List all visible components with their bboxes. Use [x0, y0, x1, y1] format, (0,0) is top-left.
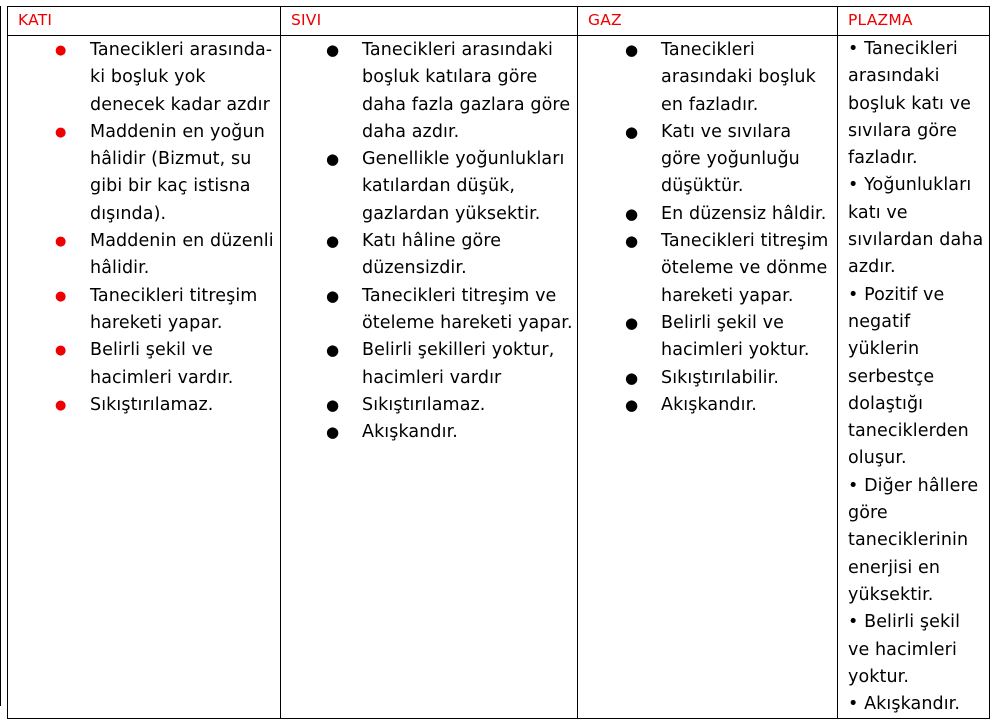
- list-item: [838, 282, 989, 473]
- bullet-icon: ●: [55, 234, 67, 250]
- bullet-icon: ●: [625, 122, 639, 141]
- bullet-icon: ●: [326, 341, 340, 360]
- list-item-text: Sıkıştırılamaz.: [362, 394, 486, 415]
- bullet-icon: ●: [55, 343, 67, 359]
- list-item-text: Katı hâline göre düzensizdir.: [362, 231, 502, 279]
- list-item-text: • Tanecikleri arasındaki boşluk katı ve sıvılara göre fazladır.: [848, 39, 971, 169]
- cell-sivi: [281, 36, 578, 719]
- list-item: [838, 473, 989, 609]
- list-item: [8, 119, 280, 228]
- header-gaz: GAZ: [578, 7, 838, 36]
- sivi-list: [281, 36, 577, 446]
- kati-list: [8, 36, 280, 419]
- list-item-text: Akışkandır.: [661, 394, 757, 415]
- list-item: [838, 172, 989, 281]
- list-item-text: Tanecikleri arasında- ki boşluk yok denecek kadar azdır: [90, 40, 273, 115]
- plazma-list: [838, 36, 989, 718]
- header-row: [8, 7, 990, 36]
- list-item-text: Sıkıştırılamaz.: [90, 394, 214, 415]
- list-item-text: Belirli şekilleri yoktur, hacimleri vardır: [362, 340, 555, 388]
- list-item-text: Tanecikleri titreşim öteleme ve dönme hareketi yapar.: [661, 231, 829, 306]
- list-item-text: Maddenin en yoğun hâlidir (Bizmut, su gibi bir kaç istisna dışında).: [90, 121, 265, 224]
- bullet-icon: ●: [55, 397, 67, 413]
- cell-plazma: [838, 36, 990, 719]
- bullet-icon: ●: [326, 423, 340, 442]
- list-item-text: Katı ve sıvılara göre yoğunluğu düşüktür.: [661, 121, 800, 197]
- list-item-text: En düzensiz hâldir.: [661, 203, 827, 224]
- list-item: [281, 419, 577, 446]
- cell-kati: [8, 36, 281, 719]
- list-item: [8, 37, 280, 119]
- header-sivi: SIVI: [281, 7, 578, 36]
- bullet-icon: ●: [326, 286, 340, 305]
- list-item-text: Tanecikleri arasındaki boşluk katılara göre daha fazla gazlara göre daha azdır.: [362, 40, 571, 142]
- header-kati: KATI: [8, 7, 281, 36]
- list-item: [578, 365, 837, 392]
- list-item: [578, 228, 837, 310]
- header-plazma: PLAZMA: [838, 7, 990, 36]
- list-item-text: Akışkandır.: [362, 422, 458, 443]
- list-item: [578, 119, 837, 201]
- bullet-icon: ●: [326, 41, 340, 59]
- bullet-icon: ●: [625, 313, 639, 332]
- list-item: [838, 609, 989, 691]
- bullet-icon: ●: [326, 150, 340, 169]
- list-item: [281, 228, 577, 283]
- list-item: [838, 691, 989, 718]
- bullet-icon: ●: [625, 232, 639, 251]
- list-item-text: Belirli şekil ve hacimleri vardır.: [90, 340, 234, 388]
- list-item-text: Tanecikleri titreşim ve öteleme hareketi yapar.: [362, 285, 573, 333]
- bullet-icon: ●: [326, 232, 340, 251]
- list-item: [578, 392, 837, 419]
- list-item: [281, 337, 577, 392]
- list-item-text: • Akışkandır.: [848, 694, 961, 715]
- list-item: [8, 283, 280, 338]
- list-item-text: Tanecikleri titreşim hareketi yapar.: [90, 285, 258, 333]
- gaz-list: [578, 36, 837, 419]
- bullet-icon: ●: [625, 204, 639, 223]
- list-item: [578, 310, 837, 365]
- list-item: [578, 37, 837, 119]
- list-item-text: • Belirli şekil ve hacimleri yoktur.: [848, 612, 961, 687]
- list-item: [8, 228, 280, 283]
- list-item-text: Sıkıştırılabilir.: [661, 367, 779, 388]
- list-item-text: Maddenin en düzenli hâlidir.: [90, 231, 274, 279]
- list-item-text: Tanecikleri arasındaki boşluk en fazladır.: [661, 40, 816, 115]
- list-item-text: Belirli şekil ve hacimleri yoktur.: [661, 312, 810, 361]
- list-item: [281, 392, 577, 419]
- list-item: [281, 283, 577, 338]
- list-item: [8, 337, 280, 392]
- cell-gaz: [578, 36, 838, 719]
- list-item: [578, 201, 837, 228]
- bullet-icon: ●: [55, 288, 67, 304]
- list-item-text: • Yoğunlukları katı ve sıvılardan daha azdır.: [848, 175, 984, 278]
- list-item: [8, 392, 280, 419]
- list-item: [281, 37, 577, 146]
- list-item-text: Genellikle yoğunlukları katılardan düşük, gazlardan yüksektir.: [362, 149, 565, 224]
- list-item-text: • Diğer hâllere göre taneciklerinin enerjisi en yüksektir.: [848, 475, 979, 605]
- list-item-text: • Pozitif ve negatif yüklerin serbestçe dolaştığı taneciklerden oluşur.: [848, 284, 969, 469]
- bullet-icon: ●: [326, 395, 340, 414]
- states-of-matter-table: [7, 6, 990, 719]
- bullet-icon: ●: [625, 368, 639, 387]
- bullet-icon: ●: [625, 41, 639, 59]
- list-item: [281, 146, 577, 228]
- bullet-icon: ●: [55, 43, 67, 58]
- bullet-icon: ●: [625, 395, 639, 414]
- content-row: [8, 36, 990, 719]
- bullet-icon: ●: [55, 124, 67, 140]
- list-item: [838, 36, 989, 172]
